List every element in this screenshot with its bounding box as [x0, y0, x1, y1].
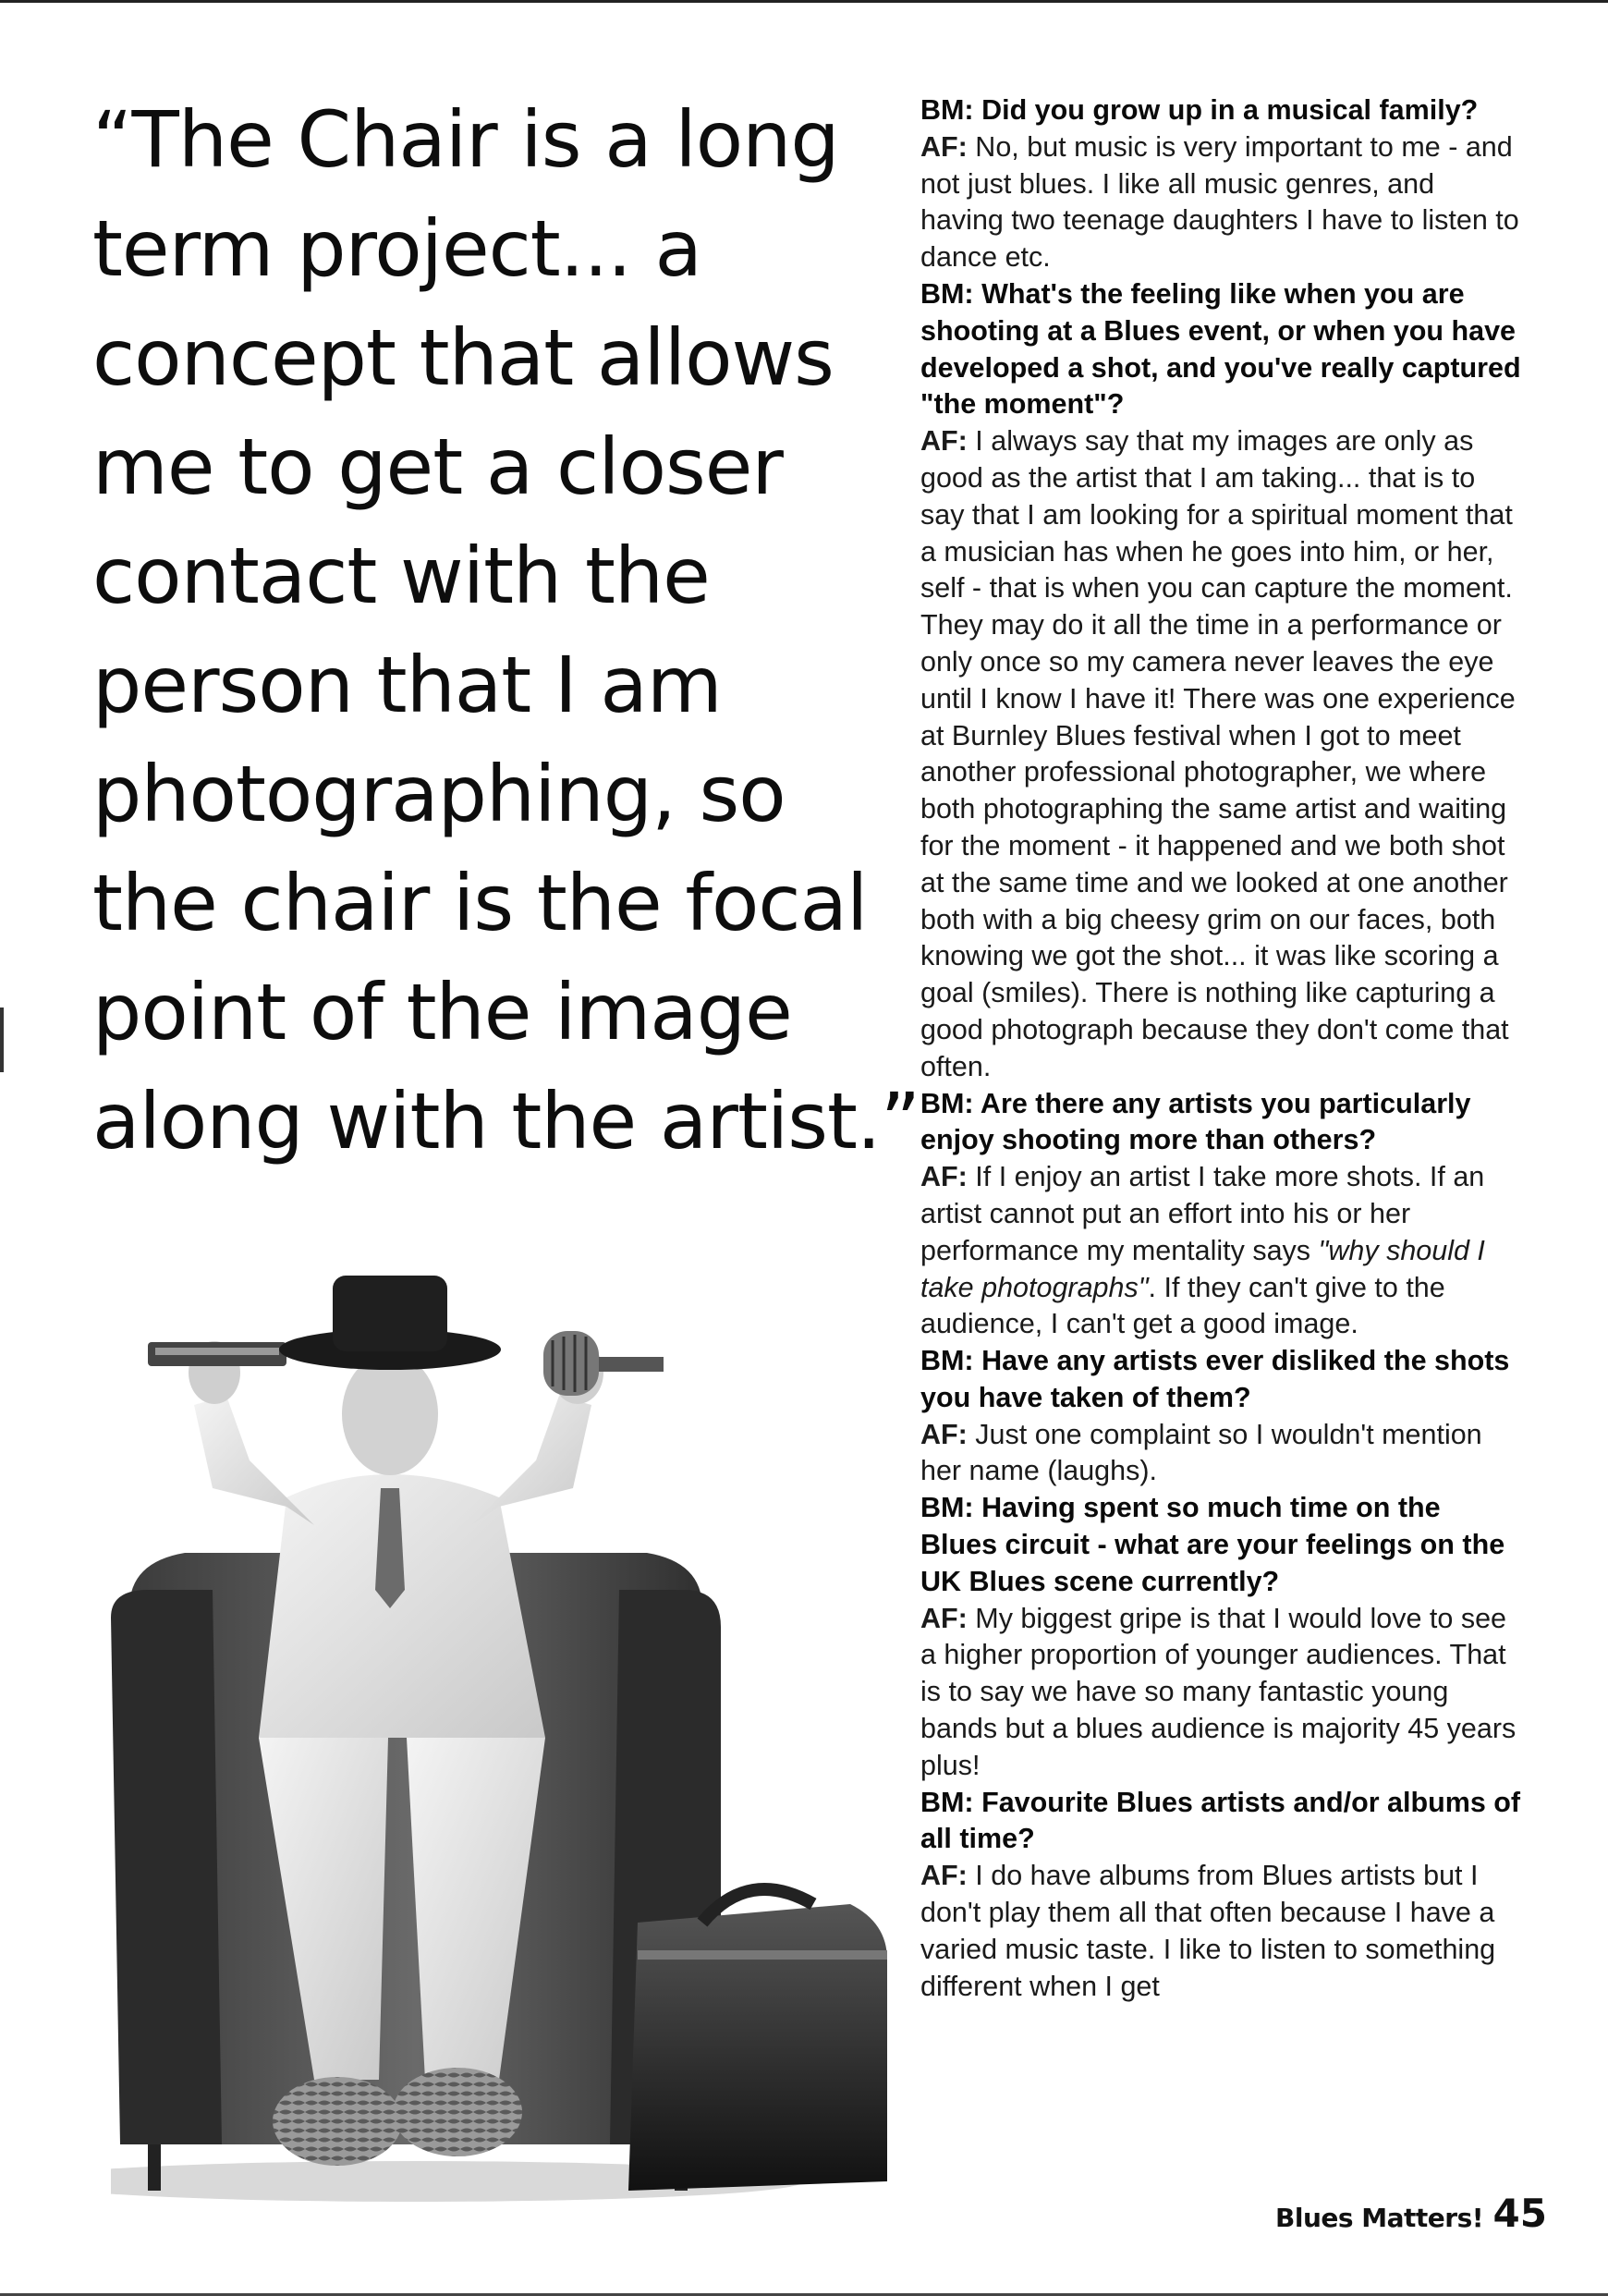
page-number: 45	[1492, 2191, 1547, 2236]
pull-quote-line: “The Chair is a long	[92, 94, 839, 185]
interview-answer	[920, 1159, 1521, 1343]
interview-question: BM: What's the feeling like when you are shooting at a Blues event, or when you have developed a shot, and you've really captured "the moment"?	[920, 277, 1521, 421]
interview-column	[920, 92, 1521, 2005]
answer-text: No, but music is very important to me - and not just blues. I like all music genres, and having two teenage daughters I have to listen to dance etc.	[920, 130, 1519, 274]
pull-quote-line: point of the image	[92, 967, 792, 1057]
pull-quote-line: person that I am	[92, 640, 722, 730]
interview-question: BM: Having spent so much time on the Blues circuit - what are your feelings on the UK Blues scene currently?	[920, 1492, 1505, 1597]
answer-speaker: AF:	[920, 425, 968, 458]
answer-text: . If they can't give to the audience, I can't get a good image.	[920, 1271, 1445, 1340]
answer-emphasis: "why should I take photographs"	[920, 1234, 1485, 1303]
page-footer	[1275, 2191, 1553, 2246]
magazine-name: Blues Matters!	[1275, 2203, 1484, 2233]
interview-answer	[920, 129, 1521, 276]
answer-text: My biggest gripe is that I would love to see a higher proportion of younger audiences. That is to say we have so many fantastic young bands but a blues audience is majority 45 years plus!	[920, 1602, 1517, 1781]
interview-question: BM: Have any artists ever disliked the shots you have taken of them?	[920, 1345, 1510, 1413]
answer-text: I always say that my images are only as good as the artist that I am taking... that is to say that I am looking for a spiritual moment that a musician has when he goes into him, or her, self - that is when you can capture the moment. They may do it all the time in a performance or only once so my camera never leaves the eye until I know I have it! There was one experience at Burnley Blues festival when I got to meet another professional photographer, we where both photographing the same artist and waiting for the moment - it happened and we both shot at the same time and we looked at one another both with a big cheesy grim on our faces, both knowing we got the shot... it was like scoring a goal (smiles). There is nothing like capturing a good photograph because they don't come that often.	[920, 425, 1516, 1082]
interview-answer	[920, 1601, 1521, 1785]
answer-text: Just one complaint so I wouldn't mention her name (laughs).	[920, 1418, 1482, 1487]
interview-question: BM: Are there any artists you particularly enjoy shooting more than others?	[920, 1087, 1471, 1156]
interview-answer	[920, 1417, 1521, 1491]
answer-speaker: AF:	[920, 1418, 968, 1450]
pull-quote-line: the chair is the focal	[92, 858, 868, 948]
interview-question: BM: Did you grow up in a musical family?	[920, 94, 1479, 126]
pull-quote-line: concept that allows	[92, 312, 834, 403]
answer-speaker: AF:	[920, 130, 968, 163]
answer-speaker: AF:	[920, 1860, 968, 1892]
page-edge-mark	[0, 1008, 4, 1072]
pull-quote-line: photographing, so	[92, 749, 786, 839]
answer-speaker: AF:	[920, 1602, 968, 1634]
top-rule	[0, 0, 1608, 3]
pull-quote-line: contact with the	[92, 531, 710, 621]
answer-text: If I enjoy an artist I take more shots. If an artist cannot put an effort into his or her performance my mentality says	[920, 1161, 1485, 1266]
interview-question: BM: Favourite Blues artists and/or albums of all time?	[920, 1786, 1521, 1855]
artist-photograph	[111, 1220, 896, 2218]
interview-answer	[920, 423, 1521, 1085]
interview-answer	[920, 1858, 1521, 2005]
answer-text: I do have albums from Blues artists but I don't play them all that often because I have a varied music taste. I like to listen to something different when I get	[920, 1860, 1496, 2002]
pull-quote-line: term project... a	[92, 203, 702, 294]
pull-quote-line: along with the artist.”	[92, 1076, 920, 1166]
pull-quote	[92, 85, 920, 1176]
pull-quote-line: me to get a closer	[92, 421, 783, 512]
answer-speaker: AF:	[920, 1161, 968, 1193]
